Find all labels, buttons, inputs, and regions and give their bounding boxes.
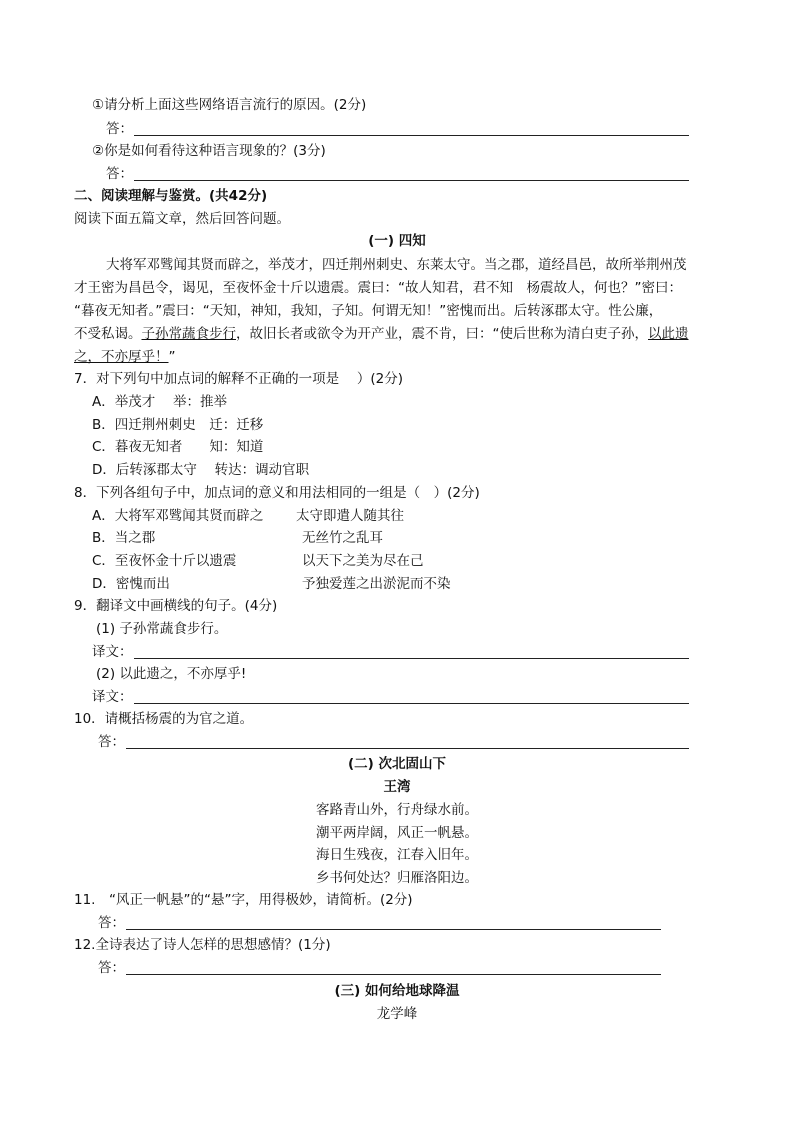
option-a[interactable]: A．大将军邓骘闻其贤而辟之 [92, 508, 264, 524]
answer-label: 答： [98, 960, 125, 976]
option-b[interactable]: B．四迁荆州刺史 迁：迁移 [92, 417, 264, 433]
underlined-sentence: 以此遗 [648, 326, 689, 342]
answer-line[interactable] [126, 929, 661, 930]
poem-line: 客路青山外，行舟绿水前。 [316, 802, 478, 818]
passage-text: ，故旧长者或欲令为开产业，震不肯，曰：“使后世称为清白吏子孙， [236, 326, 648, 342]
underlined-sentence: 之，不亦厚乎！ [74, 349, 169, 365]
translation-line[interactable] [134, 703, 689, 704]
answer-label: 答： [106, 121, 133, 137]
answer-label: 答： [98, 734, 125, 750]
poem-line: 海日生残夜，江春入旧年。 [316, 847, 478, 863]
option-c[interactable]: C．暮夜无知者 知：知道 [92, 439, 264, 455]
answer-line[interactable] [134, 135, 689, 136]
sentence-1: (1) 子孙常蔬食步行。 [96, 621, 228, 637]
question-prev-2: ②你是如何看待这种语言现象的？(3分) [92, 143, 326, 159]
option-a[interactable]: A．举茂才 举：推举 [92, 394, 228, 410]
question-stem: 10．请概括杨震的为官之道。 [74, 711, 254, 727]
question-stem: 7．对下列句中加点词的解释不正确的一项是 ）(2分) [74, 371, 404, 387]
translation-label: 译文： [92, 644, 133, 660]
section-intro: 阅读下面五篇文章，然后回答问题。 [74, 211, 290, 227]
question-stem: 11. “风正一帆悬”的“悬”字，用得极妙，请简析。(2分) [74, 892, 413, 908]
passage-line: “暮夜无知者。”震曰：“天知，神知，我知，子知。何谓无知！”密愧而出。后转涿郡太守。性公廉， [74, 303, 663, 319]
answer-label: 答： [98, 915, 125, 931]
option-d-compare: 予独爱莲之出淤泥而不染 [302, 576, 451, 592]
answer-line[interactable] [126, 748, 689, 749]
poem-author: 王湾 [383, 779, 411, 795]
question-prev-1: ①请分析上面这些网络语言流行的原因。(2分) [92, 97, 367, 113]
option-d[interactable]: D．后转涿郡太守 转达：调动官职 [92, 462, 310, 478]
section-heading: 二、阅读理解与鉴赏。(共42分) [74, 188, 268, 204]
translation-line[interactable] [134, 658, 689, 659]
passage-text: 不受私谒。 [74, 326, 142, 342]
answer-line[interactable] [126, 974, 661, 975]
translation-label: 译文： [92, 689, 133, 705]
poem-title: (二) 次北固山下 [347, 756, 447, 772]
poem-line: 乡书何处达？归雁洛阳边。 [316, 870, 478, 886]
passage-line [74, 325, 689, 343]
sentence-2: (2) 以此遗之，不亦厚乎! [96, 666, 247, 682]
passage-title: (一) 四知 [368, 233, 426, 249]
poem-line: 潮平两岸阔，风正一帆悬。 [316, 825, 478, 841]
passage-author: 龙学峰 [376, 1006, 418, 1022]
question-stem: 12.全诗表达了诗人怎样的思想感情？(1分) [74, 937, 331, 953]
option-d[interactable]: D．密愧而出 [92, 576, 170, 592]
answer-label: 答： [106, 166, 133, 182]
passage-line [74, 348, 176, 366]
option-b[interactable]: B．当之郡 [92, 530, 156, 546]
option-c[interactable]: C．至夜怀金十斤以遗震 [92, 553, 237, 569]
passage-text: ” [168, 349, 176, 365]
underlined-sentence: 子孙常蔬食步行 [141, 326, 236, 342]
passage-line: 大将军邓骘闻其贤而辟之，举茂才，四迁荆州刺史、东莱太守。当之郡，道经昌邑，故所举荆州茂 [106, 257, 687, 273]
passage-line: 才王密为昌邑令，谒见，至夜怀金十斤以遗震。震曰：“故人知君，君不知 杨震故人，何也？”密曰： [74, 280, 682, 296]
option-a-compare: 太守即遣人随其往 [296, 508, 404, 524]
question-stem: 8．下列各组句子中，加点词的意义和用法相同的一组是（ ）(2分) [74, 485, 480, 501]
question-stem: 9．翻译文中画横线的句子。(4分) [74, 598, 278, 614]
option-c-compare: 以天下之美为尽在己 [302, 553, 424, 569]
answer-line[interactable] [134, 180, 689, 181]
passage-title: (三) 如何给地球降温 [334, 983, 460, 999]
option-b-compare: 无丝竹之乱耳 [302, 530, 383, 546]
